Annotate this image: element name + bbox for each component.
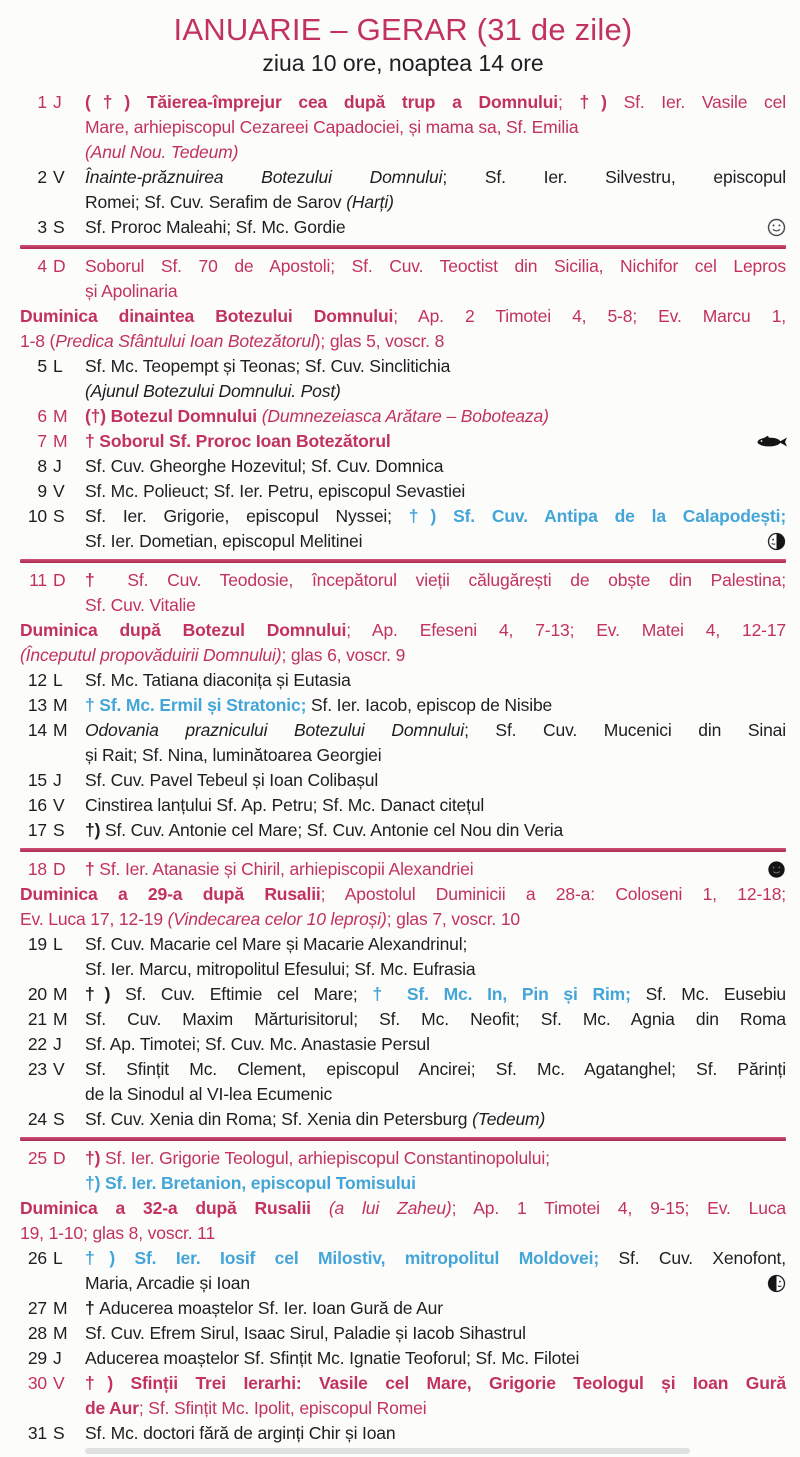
entry-line	[85, 215, 786, 240]
sunday-heading	[20, 1196, 786, 1246]
text-segment: Odovania praznicului Botezului Domnului	[85, 720, 465, 740]
day-entry-text	[85, 1146, 786, 1196]
calendar-day-row	[20, 90, 786, 165]
entry-line	[85, 1371, 786, 1396]
entry-line	[20, 882, 786, 907]
entry-line	[85, 404, 786, 429]
day-number: 18	[27, 859, 47, 879]
calendar-day-row	[20, 1346, 786, 1371]
entry-line	[85, 568, 786, 593]
entry-line	[85, 1057, 786, 1082]
day-number: 23	[27, 1059, 47, 1079]
entry-line	[85, 1146, 786, 1171]
text-segment: Sf. Ier. Grigorie, episcopul Nyssei;	[85, 506, 409, 526]
day-number: 27	[27, 1298, 47, 1318]
day-letter: L	[53, 1248, 63, 1268]
day-letter: V	[53, 1059, 65, 1079]
calendar-day-row	[20, 215, 786, 240]
entry-line	[85, 504, 786, 529]
day-entry-text	[85, 479, 786, 504]
text-segment: †) Sfinții Trei Ierarhi: Vasile cel Mare, Grigorie Teologul și Ioan Gură	[85, 1373, 786, 1393]
day-entry-text	[85, 568, 786, 618]
day-entry-text	[85, 1346, 786, 1371]
day-letter: S	[53, 1109, 65, 1129]
calendar-day-row	[20, 404, 786, 429]
text-segment: † Sf. Mc. Ermil și Stratonic;	[85, 695, 307, 715]
day-number: 17	[27, 820, 47, 840]
sunday-heading	[20, 618, 786, 668]
text-segment: Sf. Cuv. Maxim Mărturisitorul; Sf. Mc. Neofit; Sf. Mc. Agnia din Roma	[85, 1009, 786, 1029]
calendar-day-row	[20, 254, 786, 304]
sunday-heading	[20, 304, 786, 354]
text-segment: Sf. Cuv. Pavel Tebeul și Ioan Colibașul	[85, 770, 379, 790]
entry-line	[85, 1007, 786, 1032]
last-quarter-moon-icon	[767, 532, 786, 551]
day-letter: M	[53, 406, 68, 426]
day-entry-text	[85, 165, 786, 215]
entry-line	[85, 479, 786, 504]
day-letter: J	[53, 1348, 62, 1368]
calendar-day-row	[20, 693, 786, 718]
text-segment: Sf. Cuv. Teodosie, începătorul vieții călugărești de obște din Palestina;	[127, 570, 786, 590]
day-number: 9	[37, 481, 47, 501]
day-number: 11	[29, 570, 47, 590]
entry-line	[85, 693, 786, 718]
day-number: 12	[27, 670, 47, 690]
text-segment: Sf. Ier. Dometian, episcopul Melitinei	[85, 531, 363, 551]
day-letter: D	[53, 256, 66, 276]
page-bottom-edge-artifact	[85, 1448, 690, 1454]
day-number: 8	[37, 456, 47, 476]
day-entry-text	[85, 1057, 786, 1107]
day-letter: M	[53, 695, 68, 715]
text-segment: †) Sf. Ier. Iosif cel Milostiv, mitropolitul Moldovei;	[85, 1248, 600, 1268]
calendar-day-row	[20, 1146, 786, 1196]
day-entry-text	[85, 90, 786, 165]
calendar-day-row	[20, 354, 786, 404]
text-segment: Sf. Cuv. Xenia din Roma; Sf. Xenia din Petersburg	[85, 1109, 473, 1129]
text-segment: Ev. Luca 17, 12-19	[20, 909, 168, 929]
day-letter: L	[53, 670, 63, 690]
day-number: 31	[27, 1423, 47, 1443]
calendar-day-row	[20, 1032, 786, 1057]
text-segment: †) Sf. Cuv. Antipa de la Calapodești;	[408, 506, 787, 526]
day-number: 22	[27, 1034, 47, 1054]
entry-line	[85, 957, 786, 982]
day-letter: M	[53, 1298, 68, 1318]
text-segment: 19, 1-10; glas 8, voscr. 11	[20, 1223, 216, 1243]
day-entry-text	[85, 254, 786, 304]
entry-line	[85, 857, 786, 882]
entry-line	[85, 982, 786, 1007]
text-segment: Înainte-prăznuirea Botezului Domnului	[85, 167, 443, 187]
entry-line	[20, 643, 786, 668]
entry-line	[85, 743, 786, 768]
entry-line	[85, 1082, 786, 1107]
day-entry-text	[85, 718, 786, 768]
text-segment: și Rait; Sf. Nina, luminătoarea Georgiei	[85, 745, 382, 765]
day-number: 10	[27, 506, 47, 526]
entry-line	[85, 165, 786, 190]
text-segment: Sf. Mc. Tatiana diaconița și Eutasia	[85, 670, 351, 690]
text-segment: ; Sf. Ier. Silvestru, episcopul	[442, 167, 786, 187]
calendar-day-row	[20, 1007, 786, 1032]
calendar-day-row	[20, 1246, 786, 1296]
text-segment: Sf. Cuv. Gheorghe Hozevitul; Sf. Cuv. Domnica	[85, 456, 444, 476]
text-segment: Sf. Ap. Timotei; Sf. Cuv. Mc. Anastasie Persul	[85, 1034, 430, 1054]
page-header	[20, 0, 786, 77]
entry-line	[85, 379, 786, 404]
day-letter: S	[53, 506, 65, 526]
text-segment: ; Apostolul Duminicii a 28-a: Coloseni 1, 12-18;	[320, 884, 786, 904]
day-letter: V	[53, 167, 65, 187]
day-number: 24	[27, 1109, 47, 1129]
day-letter: D	[53, 570, 66, 590]
calendar-entries	[20, 90, 786, 1446]
text-segment: Sf. Cuv. Eftimie cel Mare;	[110, 984, 373, 1004]
entry-line	[85, 140, 786, 165]
entry-line	[85, 454, 786, 479]
day-letter: L	[53, 356, 63, 376]
day-night-hours: ziua 10 ore, noaptea 14 ore	[262, 50, 544, 76]
day-letter: D	[53, 859, 66, 879]
day-entry-text	[85, 1032, 786, 1057]
calendar-day-row	[20, 932, 786, 982]
entry-line	[85, 1171, 786, 1196]
text-segment: Duminica după Botezul Domnului	[20, 620, 347, 640]
entry-line	[85, 1421, 786, 1446]
text-segment: (Anul Nou. Tedeum)	[85, 142, 239, 162]
text-segment: Mare, arhiepiscopul Cezareei Capadociei, și mama sa, Sf. Emilia	[85, 117, 579, 137]
text-segment: Sf. Ier. Iacob, episcop de Nisibe	[306, 695, 553, 715]
day-number: 28	[27, 1323, 47, 1343]
text-segment: Aducerea moaștelor Sf. Ier. Ioan Gură de Aur	[99, 1298, 443, 1318]
text-segment: ; Ap. Efeseni 4, 7-13; Ev. Matei 4, 12-17	[346, 620, 786, 640]
text-segment: (Vindecarea celor 10 leproși)	[167, 909, 387, 929]
text-segment: (Ajunul Botezului Domnului. Post)	[85, 381, 341, 401]
text-segment: †	[85, 570, 128, 590]
entry-line	[85, 768, 786, 793]
text-segment: Sf. Cuv. Xenofont,	[599, 1248, 786, 1268]
text-segment: Sf. Cuv. Antonie cel Mare; Sf. Cuv. Antonie cel Nou din Veria	[100, 820, 564, 840]
text-segment: ; glas 7, voscr. 10	[386, 909, 521, 929]
calendar-day-row	[20, 1107, 786, 1132]
day-entry-text	[85, 1321, 786, 1346]
text-segment: Sf. Mc. Polieuct; Sf. Ier. Petru, episcopul Sevastiei	[85, 481, 466, 501]
text-segment: Predica Sfântului Ioan Botezătorul	[55, 331, 315, 351]
day-letter: S	[53, 1423, 65, 1443]
entry-line	[20, 1196, 786, 1221]
day-entry-text	[85, 793, 786, 818]
day-number: 20	[27, 984, 47, 1004]
day-entry-text	[85, 404, 786, 429]
entry-line	[85, 1296, 786, 1321]
text-segment: ; Ap. 1 Timotei 4, 9-15; Ev. Luca	[451, 1198, 787, 1218]
text-segment: ; Ap. 2 Timotei 4, 5-8; Ev. Marcu 1,	[393, 306, 787, 326]
day-number: 5	[37, 356, 47, 376]
day-entry-text	[85, 818, 786, 843]
text-segment: Maria, Arcadie și Ioan	[85, 1273, 250, 1293]
day-number: 7	[37, 431, 47, 451]
day-entry-text	[85, 354, 786, 404]
text-segment: și Apolinaria	[85, 281, 178, 301]
entry-line	[85, 793, 786, 818]
text-segment: Aducerea moaștelor Sf. Sfințit Mc. Ignatie Teoforul; Sf. Mc. Filotei	[85, 1348, 580, 1368]
day-letter: D	[53, 1148, 66, 1168]
day-entry-text	[85, 768, 786, 793]
text-segment: Romei; Sf. Cuv. Serafim de Sarov	[85, 192, 347, 212]
text-segment: (Tedeum)	[472, 1109, 546, 1129]
day-letter: J	[53, 92, 62, 112]
calendar-day-row	[20, 818, 786, 843]
day-number: 19	[27, 934, 47, 954]
day-letter: V	[53, 481, 65, 501]
day-letter: S	[53, 820, 65, 840]
calendar-day-row	[20, 793, 786, 818]
entry-line	[85, 593, 786, 618]
text-segment: ;	[557, 92, 580, 112]
text-segment: Duminica dinaintea Botezului Domnului	[20, 306, 394, 326]
text-segment: (Începutul propovăduirii Domnului)	[20, 645, 282, 665]
day-letter: M	[53, 1009, 68, 1029]
calendar-day-row	[20, 479, 786, 504]
fish-fasting-icon	[754, 435, 788, 448]
entry-line	[85, 718, 786, 743]
calendar-day-row	[20, 165, 786, 215]
text-segment: Sf. Mc. Teopempt și Teonas; Sf. Cuv. Sinclitichia	[85, 356, 451, 376]
calendar-day-row	[20, 504, 786, 554]
day-number: 15	[27, 770, 47, 790]
day-entry-text	[85, 932, 786, 982]
entry-line	[85, 90, 786, 115]
section-divider	[20, 245, 786, 249]
text-segment: Sf. Cuv. Macarie cel Mare și Macarie Alexandrinul;	[85, 934, 468, 954]
text-segment: †)	[85, 820, 101, 840]
calendar-day-row	[20, 668, 786, 693]
text-segment: †)	[85, 1148, 101, 1168]
text-segment: Cinstirea lanțului Sf. Ap. Petru; Sf. Mc. Danact citețul	[85, 795, 485, 815]
text-segment: (Dumnezeiasca Arătare – Boboteaza)	[261, 406, 549, 426]
day-number: 3	[37, 217, 47, 237]
new-moon-icon	[767, 860, 786, 879]
day-letter: J	[53, 456, 62, 476]
day-entry-text	[85, 504, 786, 554]
entry-line	[85, 279, 786, 304]
day-letter: M	[53, 431, 68, 451]
text-segment: ; glas 6, voscr. 9	[281, 645, 406, 665]
entry-line	[85, 1346, 786, 1371]
day-entry-text	[85, 429, 786, 454]
entry-line	[85, 529, 786, 554]
entry-line	[20, 329, 786, 354]
entry-line	[85, 1246, 786, 1271]
day-number: 25	[27, 1148, 47, 1168]
day-letter: V	[53, 795, 65, 815]
text-segment: ); glas 5, voscr. 8	[314, 331, 445, 351]
text-segment: Duminica a 32-a după Rusalii	[20, 1198, 329, 1218]
day-number: 4	[37, 256, 47, 276]
entry-line	[85, 115, 786, 140]
text-segment: † Sf. Mc. In, Pin și Rim;	[372, 984, 631, 1004]
section-divider	[20, 848, 786, 852]
text-segment: Sf. Mc. doctori fără de arginți Chir și Ioan	[85, 1423, 396, 1443]
text-segment: (a lui Zaheu)	[328, 1198, 452, 1218]
day-entry-text	[85, 1246, 786, 1296]
day-entry-text	[85, 693, 786, 718]
day-entry-text	[85, 1007, 786, 1032]
calendar-day-row	[20, 454, 786, 479]
text-segment: Sf. Cuv. Vitalie	[85, 595, 196, 615]
text-segment: (†) Botezul Domnului	[85, 406, 262, 426]
day-letter: L	[53, 934, 63, 954]
calendar-day-row	[20, 1321, 786, 1346]
calendar-day-row	[20, 568, 786, 618]
day-entry-text	[85, 1371, 786, 1421]
entry-line	[85, 1271, 786, 1296]
day-letter: M	[53, 1323, 68, 1343]
text-segment: Sf. Ier. Marcu, mitropolitul Efesului; Sf. Mc. Eufrasia	[85, 959, 476, 979]
calendar-day-row	[20, 718, 786, 768]
day-letter: S	[53, 217, 65, 237]
entry-line	[85, 932, 786, 957]
text-segment: Duminica a 29-a după Rusalii	[20, 884, 321, 904]
section-divider	[20, 1137, 786, 1141]
calendar-day-row	[20, 429, 786, 454]
entry-line	[20, 907, 786, 932]
text-segment: Soborul Sf. 70 de Apostoli; Sf. Cuv. Teoctist din Sicilia, Nichifor cel Lepros	[85, 256, 786, 276]
sunday-heading	[20, 882, 786, 932]
section-divider	[20, 559, 786, 563]
text-segment: †	[85, 1298, 100, 1318]
entry-line	[85, 1321, 786, 1346]
day-number: 6	[37, 406, 47, 426]
text-segment: Sf. Ier. Vasile cel	[606, 92, 786, 112]
day-letter: J	[53, 770, 62, 790]
day-letter: J	[53, 1034, 62, 1054]
entry-line	[85, 429, 786, 454]
day-number: 13	[27, 695, 47, 715]
entry-line	[85, 818, 786, 843]
entry-line	[85, 668, 786, 693]
day-number: 14	[27, 720, 47, 740]
day-number: 21	[27, 1009, 47, 1029]
day-entry-text	[85, 454, 786, 479]
entry-line	[85, 190, 786, 215]
text-segment: ; Sf. Sfințit Mc. Ipolit, episcopul Romei	[138, 1398, 427, 1418]
day-entry-text	[85, 668, 786, 693]
entry-line	[20, 304, 786, 329]
calendar-day-row	[20, 768, 786, 793]
day-entry-text	[85, 1296, 786, 1321]
day-number: 16	[27, 795, 47, 815]
calendar-day-row	[20, 1296, 786, 1321]
entry-line	[20, 618, 786, 643]
text-segment: 1-8 (	[20, 331, 56, 351]
text-segment: ; Sf. Cuv. Mucenici din Sinai	[464, 720, 787, 740]
calendar-day-row	[20, 982, 786, 1007]
text-segment: †)	[579, 92, 607, 112]
day-letter: M	[53, 720, 68, 740]
text-segment: de Aur	[85, 1398, 139, 1418]
day-number: 29	[27, 1348, 47, 1368]
text-segment: (Harți)	[346, 192, 394, 212]
calendar-day-row	[20, 1421, 786, 1446]
text-segment: Sf. Mc. Eusebiu	[630, 984, 787, 1004]
entry-line	[85, 254, 786, 279]
day-entry-text	[85, 1421, 786, 1446]
day-entry-text	[85, 215, 786, 240]
first-quarter-moon-icon	[767, 1274, 786, 1293]
calendar-day-row	[20, 857, 786, 882]
entry-line	[85, 1107, 786, 1132]
full-moon-icon	[767, 218, 786, 237]
text-segment: † Soborul Sf. Proroc Ioan Botezătorul	[85, 431, 391, 451]
day-entry-text	[85, 982, 786, 1007]
text-segment: †	[85, 859, 100, 879]
text-segment: (†) Tăierea-împrejur cea după trup a Domnului	[85, 92, 558, 112]
text-segment: †) Sf. Ier. Bretanion, episcopul Tomisului	[85, 1173, 416, 1193]
day-number: 2	[37, 167, 47, 187]
text-segment: †)	[85, 984, 111, 1004]
day-number: 30	[27, 1373, 47, 1393]
day-letter: M	[53, 984, 68, 1004]
text-segment: Sf. Proroc Maleahi; Sf. Mc. Gordie	[85, 217, 346, 237]
text-segment: Sf. Ier. Atanasie și Chiril, arhiepiscopii Alexandriei	[99, 859, 474, 879]
entry-line	[85, 1032, 786, 1057]
entry-line	[85, 354, 786, 379]
calendar-day-row	[20, 1371, 786, 1421]
day-entry-text	[85, 857, 786, 882]
day-number: 26	[27, 1248, 47, 1268]
month-title: IANUARIE – GERAR (31 de zile)	[173, 12, 633, 47]
calendar-day-row	[20, 1057, 786, 1107]
entry-line	[20, 1221, 786, 1246]
text-segment: Sf. Cuv. Efrem Sirul, Isaac Sirul, Paladie și Iacob Sihastrul	[85, 1323, 526, 1343]
day-letter: V	[53, 1373, 65, 1393]
text-segment: Sf. Ier. Grigorie Teologul, arhiepiscopul Constantinopolului;	[100, 1148, 550, 1168]
day-number: 1	[37, 92, 47, 112]
text-segment: Sf. Sfințit Mc. Clement, episcopul Ancirei; Sf. Mc. Agatanghel; Sf. Părinți	[85, 1059, 786, 1079]
text-segment: de la Sinodul al VI-lea Ecumenic	[85, 1084, 333, 1104]
entry-line	[85, 1396, 786, 1421]
day-entry-text	[85, 1107, 786, 1132]
